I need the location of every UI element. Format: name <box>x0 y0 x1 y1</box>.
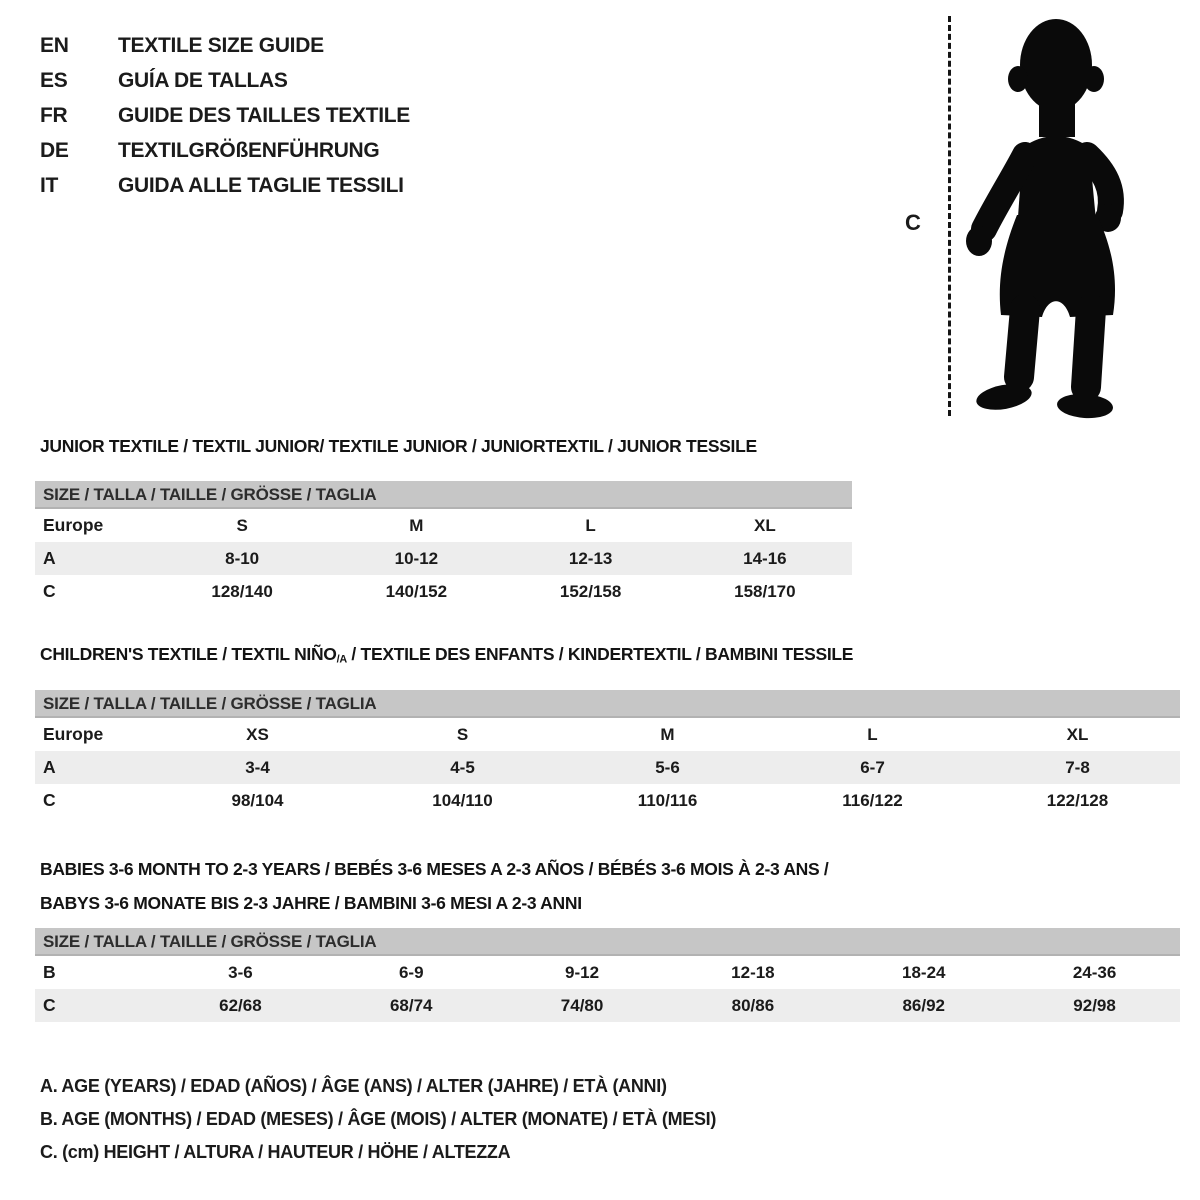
row-label: A <box>43 548 56 568</box>
size-value-cell: 152/158 <box>559 581 622 601</box>
size-value-cell: XS <box>246 724 269 744</box>
size-table-header: SIZE / TALLA / TAILLE / GRÖSSE / TAGLIA <box>35 690 1180 718</box>
size-value-cell: 92/98 <box>1073 995 1116 1015</box>
babies-title-line2: BABYS 3-6 MONATE BIS 2-3 JAHRE / BAMBINI 3-6 MESI A 2-3 ANNI <box>40 893 582 913</box>
row-label: B <box>43 962 56 982</box>
guide-title: GUIDA ALLE TAGLIE TESSILI <box>118 173 404 197</box>
children-size-table <box>35 690 1180 817</box>
language-code: DE <box>40 138 69 162</box>
children-title-subscript: /A <box>336 653 347 666</box>
section-title-children <box>40 644 853 665</box>
size-value-cell: S <box>236 515 248 535</box>
babies-title-line1: BABIES 3-6 MONTH TO 2-3 YEARS / BEBÉS 3-6 MESES A 2-3 AÑOS / BÉBÉS 3-6 MOIS À 2-3 ANS / <box>40 859 829 879</box>
size-table-header: SIZE / TALLA / TAILLE / GRÖSSE / TAGLIA <box>35 481 852 509</box>
junior-size-table <box>35 481 852 608</box>
row-label: Europe <box>43 515 104 535</box>
size-value-cell: 122/128 <box>1046 790 1109 810</box>
row-label: C <box>43 581 56 601</box>
guide-title: GUÍA DE TALLAS <box>118 68 288 92</box>
table-row <box>35 751 1180 784</box>
language-code: IT <box>40 173 59 197</box>
size-value-cell: 104/110 <box>432 790 493 810</box>
size-value-cell: 9-12 <box>565 962 600 982</box>
guide-title: GUIDE DES TAILLES TEXTILE <box>118 103 410 127</box>
size-table-header: SIZE / TALLA / TAILLE / GRÖSSE / TAGLIA <box>35 928 1180 956</box>
ear-right <box>1084 66 1104 92</box>
size-value-cell: XL <box>1066 724 1089 744</box>
size-value-cell: 140/152 <box>385 581 448 601</box>
size-value-cell: 110/116 <box>637 790 698 810</box>
size-value-cell: 158/170 <box>734 581 796 601</box>
size-value-cell: M <box>660 724 675 744</box>
language-row-de <box>40 133 410 168</box>
size-value-cell: 14-16 <box>743 548 787 568</box>
height-measure-dashed-line <box>948 16 951 416</box>
height-measure-label: C <box>905 210 921 235</box>
language-code: ES <box>40 68 68 92</box>
table-row <box>35 542 852 575</box>
size-value-cell: 128/140 <box>211 581 273 601</box>
size-value-cell: 116/122 <box>842 790 903 810</box>
size-value-cell: 10-12 <box>394 548 439 568</box>
hand-left <box>966 226 992 256</box>
size-value-cell: 3-4 <box>245 757 270 777</box>
children-title-suffix: / TEXTILE DES ENFANTS / KINDERTEXTIL / BAMBINI TESSILE <box>346 644 854 664</box>
language-row-it <box>40 168 410 203</box>
size-value-cell: 18-24 <box>902 962 946 982</box>
size-value-cell: S <box>456 724 469 744</box>
table-row <box>35 956 1180 989</box>
row-label: C <box>43 995 56 1015</box>
babies-size-table <box>35 928 1180 1022</box>
table-row <box>35 509 852 542</box>
size-value-cell: 86/92 <box>902 995 946 1015</box>
legend-line-c: C. (cm) HEIGHT / ALTURA / HAUTEUR / HÖHE / ALTEZZA <box>40 1142 511 1162</box>
size-value-cell: 12-13 <box>568 548 613 568</box>
section-title-babies <box>40 852 829 920</box>
language-row-fr <box>40 98 410 133</box>
children-title-prefix: CHILDREN'S TEXTILE / TEXTIL NIÑO <box>40 644 337 664</box>
guide-title: TEXTILE SIZE GUIDE <box>118 33 324 57</box>
table-row <box>35 989 1180 1022</box>
section-title-junior: JUNIOR TEXTILE / TEXTIL JUNIOR/ TEXTILE JUNIOR / JUNIORTEXTIL / JUNIOR TESSILE <box>40 436 757 456</box>
table-row <box>35 718 1180 751</box>
language-code: FR <box>40 103 68 127</box>
size-value-cell: 3-6 <box>228 962 253 982</box>
measure-legend <box>40 1070 716 1169</box>
toddler-silhouette-image <box>963 15 1141 420</box>
guide-title: TEXTILGRÖßENFÜHRUNG <box>118 138 380 162</box>
table-row <box>35 784 1180 817</box>
language-row-en <box>40 28 410 63</box>
ear-left <box>1008 66 1028 92</box>
size-value-cell: 98/104 <box>231 790 284 810</box>
legend-line-b: B. AGE (MONTHS) / EDAD (MESES) / ÂGE (MOIS) / ALTER (MONATE) / ETÀ (MESI) <box>40 1109 717 1129</box>
size-value-cell: 7-8 <box>1065 757 1090 777</box>
size-value-cell: 80/86 <box>731 995 775 1015</box>
size-value-cell: 68/74 <box>389 995 433 1015</box>
row-label: C <box>43 790 56 810</box>
size-value-cell: 6-9 <box>398 962 424 982</box>
size-value-cell: 8-10 <box>225 548 260 568</box>
size-value-cell: 5-6 <box>655 757 680 777</box>
language-row-es <box>40 63 410 98</box>
language-code: EN <box>40 33 69 57</box>
size-value-cell: 74/80 <box>560 995 604 1015</box>
size-value-cell: 12-18 <box>731 962 775 982</box>
foot-right <box>1056 392 1114 420</box>
row-label: Europe <box>43 724 104 744</box>
size-value-cell: 24-36 <box>1072 962 1117 982</box>
size-value-cell: 6-7 <box>860 757 885 777</box>
legend-line-a: A. AGE (YEARS) / EDAD (AÑOS) / ÂGE (ANS) / ALTER (JAHRE) / ETÀ (ANNI) <box>40 1076 667 1096</box>
row-label: A <box>43 757 56 777</box>
size-value-cell: XL <box>754 515 776 535</box>
size-value-cell: L <box>867 724 878 744</box>
size-value-cell: L <box>585 515 596 535</box>
size-value-cell: 62/68 <box>219 995 262 1015</box>
language-title-list <box>40 28 410 203</box>
table-row <box>35 575 852 608</box>
size-value-cell: 4-5 <box>450 757 475 777</box>
size-value-cell: M <box>409 515 424 535</box>
